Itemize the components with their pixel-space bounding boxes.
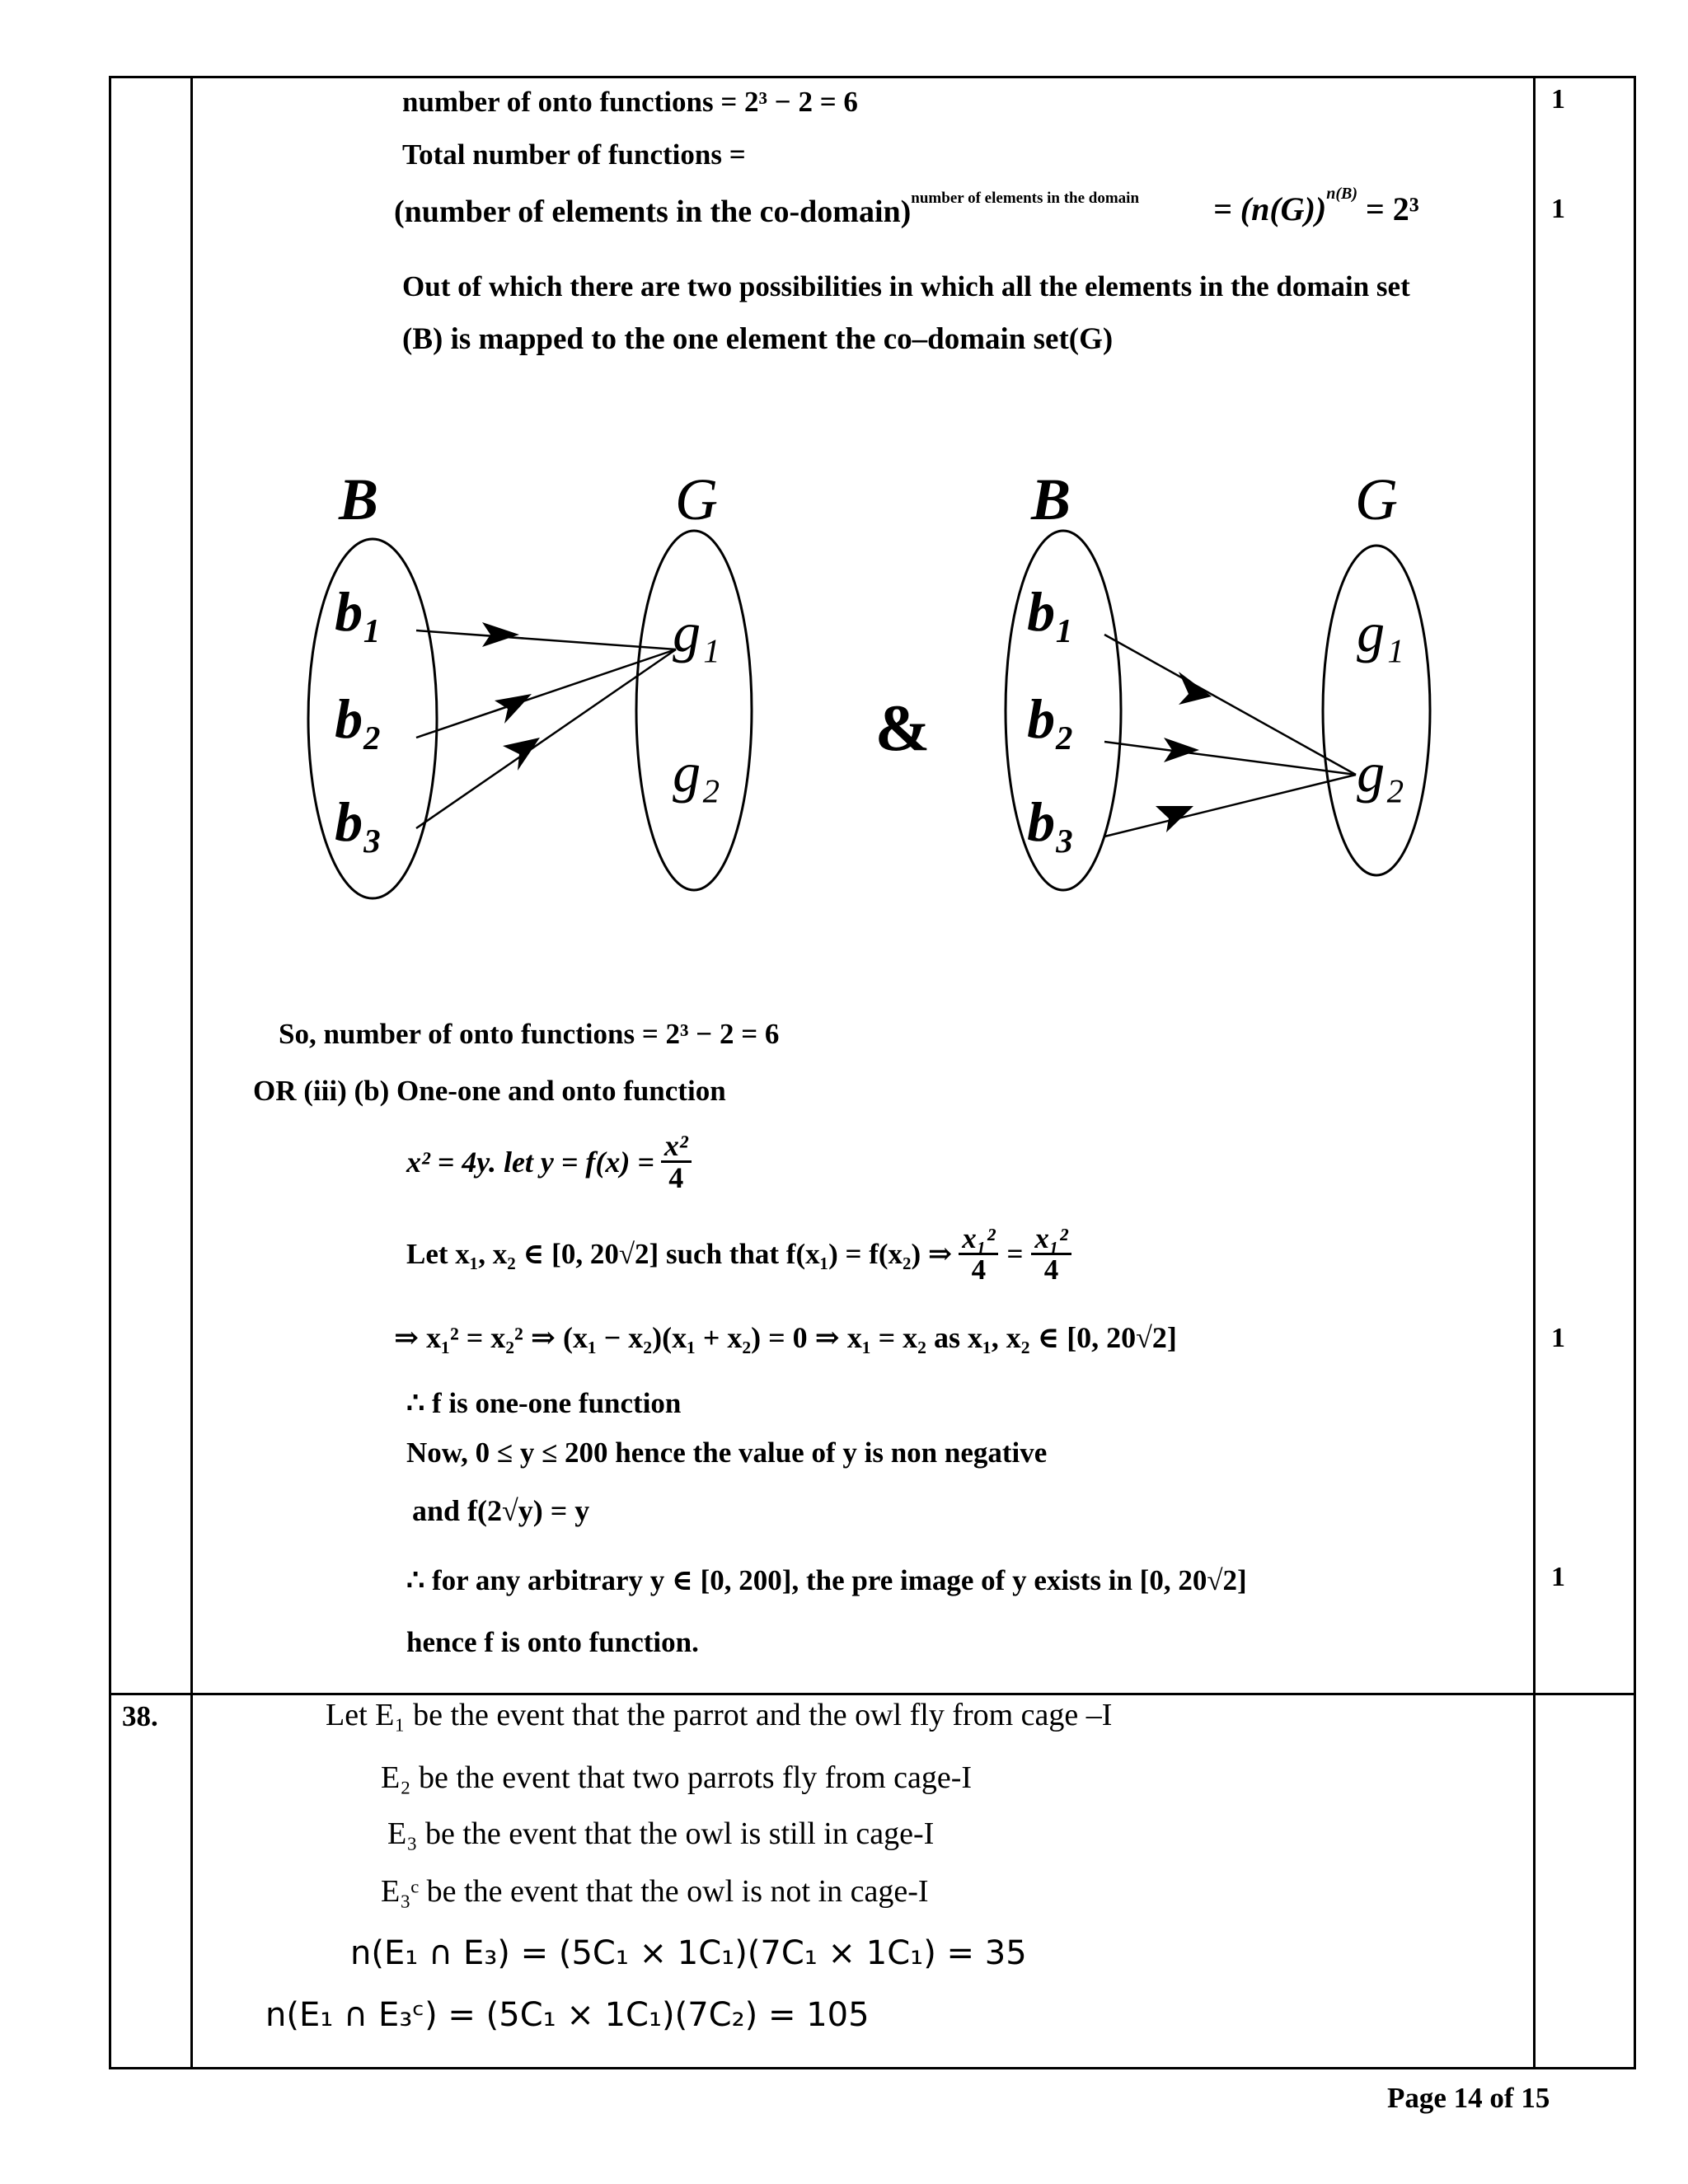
function-definition-text: x² = 4y. let y = f(x) = (406, 1145, 654, 1179)
preimage-statement: ∴ for any arbitrary y ∈ [0, 200], the pre image of y exists in [0, 20√2] (406, 1564, 1247, 1596)
fraction (1031, 1224, 1071, 1284)
fraction-denominator: 4 (971, 1254, 987, 1286)
table-right-border (1634, 76, 1636, 2069)
event-E2-definition: E₂ be the event that two parrots fly from cage-I (381, 1760, 973, 1795)
table-left-border (109, 76, 111, 2069)
formula-rhs (1213, 184, 1419, 227)
fraction-denominator: 4 (1043, 1254, 1059, 1286)
qno-column-divider (190, 76, 193, 2069)
formula-rhs-end: = 2³ (1366, 190, 1419, 227)
ampersand: & (874, 692, 931, 765)
table-top-border (109, 76, 1636, 78)
element-g1: g₁ (1357, 601, 1404, 663)
question-number: 38. (122, 1700, 158, 1732)
onto-count-line: number of onto functions = 2³ − 2 = 6 (402, 86, 858, 118)
set-label-G: G (675, 466, 718, 532)
formula-rhs-exponent: n(B) (1326, 184, 1358, 203)
fraction-numerator: x₁² (959, 1224, 998, 1255)
set-label-G: G (1355, 466, 1398, 532)
total-functions-formula (394, 190, 1140, 229)
arrowhead (1156, 806, 1193, 832)
total-functions-label: Total number of functions = (402, 138, 746, 171)
arrow-b1-g1 (416, 630, 676, 649)
element-b1: b₁ (1027, 580, 1075, 643)
function-definition (406, 1131, 692, 1193)
event-E3c-definition: E₃ᶜ be the event that the owl is not in cage-I (381, 1874, 929, 1909)
one-one-conclusion: ∴ f is one-one function (406, 1387, 682, 1419)
fraction (661, 1131, 692, 1193)
element-g2: g₂ (673, 741, 720, 804)
element-b2: b₂ (1027, 687, 1075, 750)
fraction-numerator: x² (661, 1131, 692, 1163)
set-label-B: B (1030, 466, 1071, 532)
event-E1-definition: Let E₁ be the event that the parrot and the owl fly from cage –I (326, 1698, 1113, 1732)
arrow-b3-g2 (1104, 775, 1356, 837)
formula-exponent: number of elements in the domain (911, 190, 1140, 208)
mark: 1 (1551, 194, 1565, 224)
element-g2: g₂ (1357, 741, 1404, 804)
onto-count-conclusion: So, number of onto functions = 2³ − 2 = 6 (279, 1018, 780, 1050)
equals-sign: = (1006, 1238, 1024, 1270)
or-part-heading: OR (iii) (b) One-one and onto function (253, 1075, 726, 1107)
element-g1: g₁ (673, 601, 720, 663)
fraction-denominator: 4 (668, 1161, 684, 1194)
arrowhead (482, 622, 519, 647)
range-statement: Now, 0 ≤ y ≤ 200 hence the value of y is non negative (406, 1436, 1048, 1469)
element-b1: b₁ (335, 580, 382, 643)
mapping-line: (B) is mapped to the one element the co–domain set(G) (402, 322, 1114, 356)
formula-base: (number of elements in the co-domain) (394, 194, 912, 229)
arrow-b1-g2 (1104, 635, 1356, 775)
table-bottom-border (109, 2067, 1636, 2069)
page-number: Page 14 of 15 (1387, 2082, 1550, 2114)
element-b3: b₃ (1027, 790, 1075, 853)
fraction (959, 1224, 998, 1284)
count-E1-E3: n(E₁ ∩ E₃) = (5C₁ × 1C₁)(7C₁ × 1C₁) = 35 (350, 1934, 1027, 1972)
one-one-setup-text: Let x₁, x₂ ∈ [0, 20√2] such that f(x₁) = f(x₂) ⇒ (406, 1238, 953, 1270)
element-b3: b₃ (335, 790, 382, 853)
arrowhead (1179, 672, 1212, 705)
one-one-derivation: ⇒ x₁² = x₂² ⇒ (x₁ − x₂)(x₁ + x₂) = 0 ⇒ x₁ = x₂ as x₁, x₂ ∈ [0, 20√2] (394, 1321, 1177, 1354)
mapping-diagram (280, 462, 1484, 923)
formula-rhs-base: = (n(G)) (1213, 190, 1327, 227)
onto-conclusion: hence f is onto function. (406, 1626, 699, 1658)
codomain-ellipse (636, 531, 752, 890)
row-divider (109, 1693, 1636, 1695)
possibilities-line: Out of which there are two possibilities in which all the elements in the domain set (402, 270, 1410, 302)
mark: 1 (1551, 1562, 1565, 1592)
element-b2: b₂ (335, 687, 382, 750)
inverse-statement: and f(2√y) = y (412, 1494, 590, 1527)
one-one-setup (406, 1224, 1071, 1284)
mark: 1 (1551, 1323, 1565, 1353)
count-E1-E3c: n(E₁ ∩ E₃ᶜ) = (5C₁ × 1C₁)(7C₂) = 105 (265, 1996, 870, 2034)
mark: 1 (1551, 84, 1565, 115)
marks-column-divider (1533, 76, 1536, 2069)
arrow-b2-g2 (1104, 742, 1356, 775)
set-label-B: B (338, 466, 379, 532)
event-E3-definition: E₃ be the event that the owl is still in cage-I (387, 1816, 935, 1851)
codomain-ellipse (1323, 546, 1430, 875)
fraction-numerator: x₁² (1031, 1224, 1071, 1255)
